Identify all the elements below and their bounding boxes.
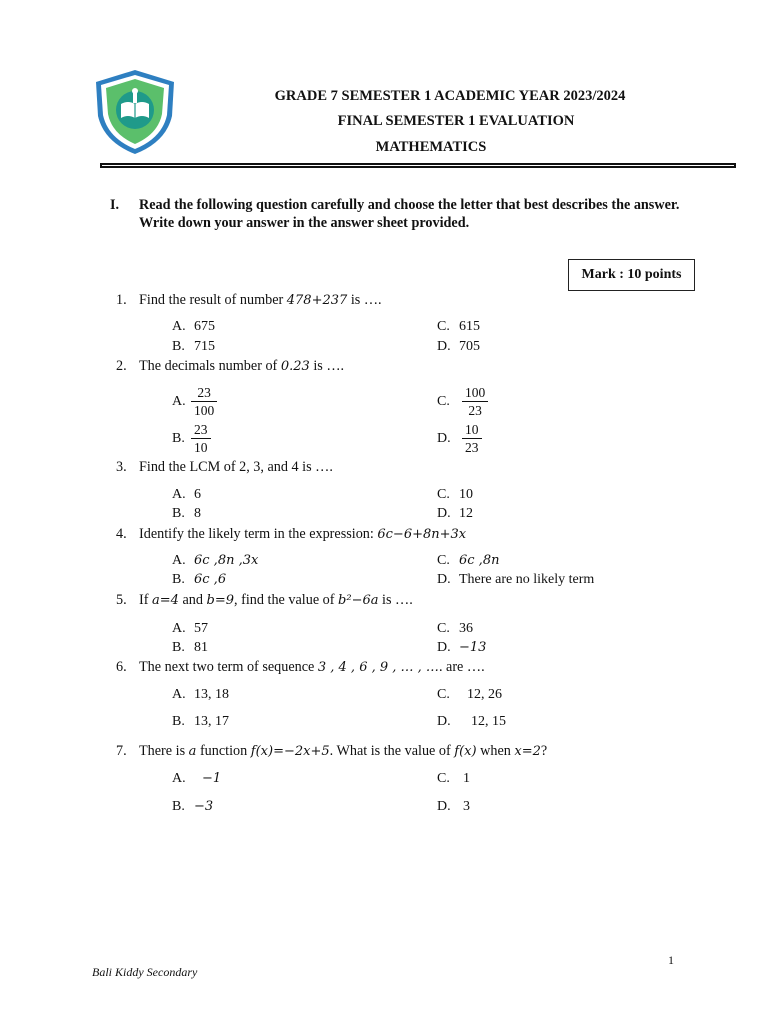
question-4: 4. Identify the likely term in the expression: 6c−6+8n+3x (116, 526, 467, 542)
q1-option-d[interactable]: D. 705 (437, 339, 480, 354)
q2-option-d[interactable]: D. $\frac{10}{23}$ (437, 421, 482, 456)
question-5: 5. If a=4 and b=9, find the value of b²−6a is …. (116, 592, 413, 608)
q4-option-c[interactable]: C. 6c ,8n (437, 553, 500, 568)
page-number: 1 (668, 953, 674, 967)
q4-option-b[interactable]: B. 6c ,6 (172, 572, 227, 587)
q4-option-d[interactable]: D. There are no likely term (437, 572, 595, 587)
q5-option-a[interactable]: A. 57 (172, 621, 208, 636)
instruction-text: Read the following question carefully and choose the letter that best describes the answer. Write down your answer in the answer sheet provided. (139, 197, 680, 231)
header-line-3: MATHEMATICS (375, 139, 487, 155)
q5-option-b[interactable]: B. 81 (172, 640, 208, 655)
q2-option-b[interactable]: B. $\frac{23}{10}$ (172, 421, 211, 456)
q3-option-b[interactable]: B. 8 (172, 506, 201, 521)
q1-option-c[interactable]: C. 615 (437, 319, 480, 334)
question-6: 6. The next two term of sequence 3 , 4 , 6 , 9 , … , …. are …. (116, 659, 485, 675)
question-2: 2. The decimals number of 0.23 is …. (116, 358, 345, 374)
header-line-1: GRADE 7 SEMESTER 1 ACADEMIC YEAR 2023/2024 (274, 88, 626, 104)
header-line-2: FINAL SEMESTER 1 EVALUATION (337, 113, 575, 129)
q5-option-d[interactable]: D. −13 (437, 640, 487, 655)
question-3: 3. Find the LCM of 2, 3, and 4 is …. (116, 459, 333, 475)
q2-option-a[interactable]: A. $\frac{23}{100}$ (172, 384, 217, 419)
q3-option-a[interactable]: A. 6 (172, 487, 201, 502)
q7-option-d[interactable]: D. 3 (437, 799, 470, 814)
header-divider (100, 163, 736, 168)
question-7: 7. There is a function f(x)=−2x+5. What is the value of f(x) when x=2? (116, 743, 548, 759)
footer-school-name: Bali Kiddy Secondary (92, 965, 198, 979)
q2-option-c[interactable]: C. $\frac{100}{23}$ (437, 384, 488, 419)
q7-option-b[interactable]: B. −3 (172, 799, 214, 814)
q1-option-b[interactable]: B. 715 (172, 339, 215, 354)
q7-option-a[interactable]: A. −1 (172, 771, 222, 786)
q6-option-b[interactable]: B. 13, 17 (172, 714, 229, 729)
q5-option-c[interactable]: C. 36 (437, 621, 473, 636)
section-number: I. (110, 197, 120, 213)
q3-option-c[interactable]: C. 10 (437, 487, 473, 502)
q4-option-a[interactable]: A. 6c ,8n ,3x (172, 553, 259, 568)
q6-option-c[interactable]: C. 12, 26 (437, 687, 502, 702)
question-1: 1. Find the result of number 478+237 is …. (116, 292, 382, 308)
q3-option-d[interactable]: D. 12 (437, 506, 473, 521)
q6-option-d[interactable]: D. 12, 15 (437, 714, 506, 729)
q1-option-a[interactable]: A. 675 (172, 319, 215, 334)
q6-option-a[interactable]: A. 13, 18 (172, 687, 229, 702)
mark-box: Mark : 10 points (568, 259, 695, 291)
q7-option-c[interactable]: C. 1 (437, 771, 470, 786)
